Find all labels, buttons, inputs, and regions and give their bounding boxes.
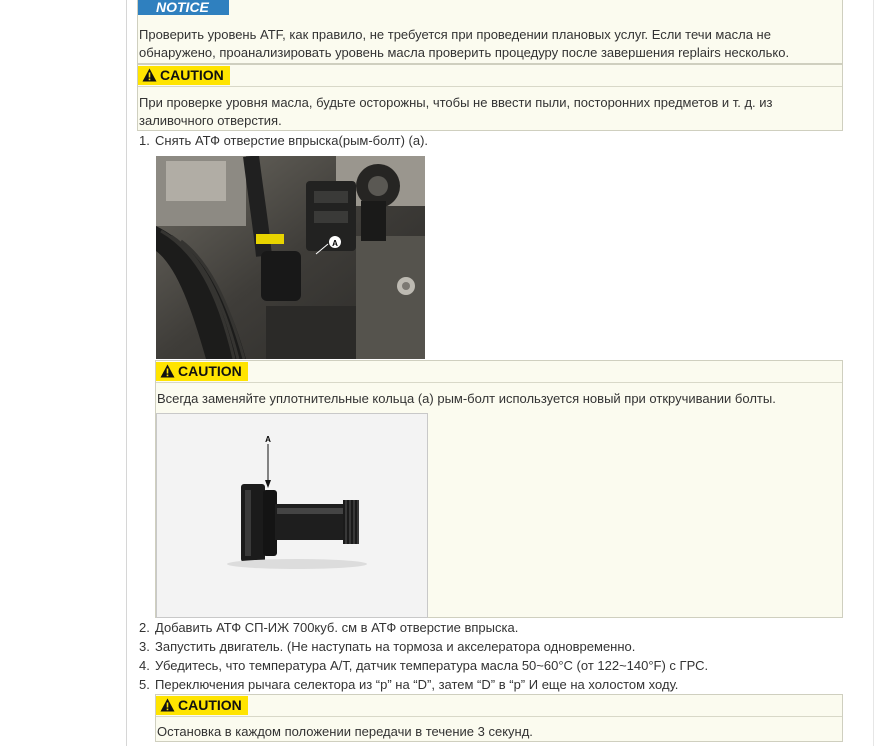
- step-1-number: 1.: [139, 133, 150, 148]
- step-1-text: Снять АТФ отверстие впрыска(рым-болт) (a).: [155, 133, 429, 148]
- step-3-text: Запустить двигатель. (Не наступать на тормоза и акселератора одновременно.: [155, 639, 636, 654]
- warning-triangle-icon: [142, 68, 157, 82]
- notice-text-line-1: Проверить уровень ATF, как правило, не требуется при проведении плановых услуг. Если течи масла не: [139, 27, 771, 42]
- figure-2-callout-label: A: [265, 435, 271, 444]
- step-3: [139, 638, 635, 656]
- step-2-number: 2.: [139, 620, 150, 635]
- caution-box-2: [155, 360, 843, 618]
- notice-box: [137, 0, 843, 64]
- caution-box-3: [155, 694, 843, 742]
- caution-text-1-line-1: При проверке уровня масла, будьте осторожны, чтобы не ввести пыли, посторонних предметов и т. д. из: [139, 95, 773, 110]
- step-2: [139, 619, 518, 637]
- warning-triangle-icon: [160, 698, 175, 712]
- step-5-number: 5.: [139, 677, 150, 692]
- step-2-text: Добавить АТФ СП-ИЖ 700куб. см в АТФ отверстие впрыска.: [155, 620, 519, 635]
- caution-divider-3: [156, 716, 842, 717]
- step-4-number: 4.: [139, 658, 150, 673]
- caution-label-2: CAUTION: [178, 363, 242, 379]
- caution-divider-1: [138, 86, 842, 87]
- step-1: [139, 132, 428, 150]
- caution-divider-2: [156, 382, 842, 383]
- step-5: [139, 676, 678, 694]
- caution-header-3: [156, 696, 248, 715]
- step-3-number: 3.: [139, 639, 150, 654]
- step-4: [139, 657, 708, 675]
- warning-triangle-icon: [160, 364, 175, 378]
- caution-header-2: [156, 362, 248, 381]
- notice-text-line-2: обнаружено, проанализировать уровень масла проверить процедуру после завершения replairs несколько.: [139, 45, 790, 60]
- engine-bay-photo: [156, 156, 425, 359]
- caution-label-3: CAUTION: [178, 697, 242, 713]
- caution-header-1: [138, 66, 230, 85]
- caution-label-1: CAUTION: [160, 67, 224, 83]
- eye-bolt-photo: [156, 413, 428, 618]
- caution-text-1-line-2: заливочного отверстия.: [139, 113, 282, 128]
- step-4-text: Убедитесь, что температура A/T, датчик температура масла 50~60°C (от 122~140°F) с ГРС.: [155, 658, 709, 673]
- figure-1-callout-label: A: [332, 239, 338, 248]
- caution-box-1: [137, 64, 843, 131]
- content-right-border: [873, 0, 874, 746]
- notice-header: NOTICE: [138, 0, 229, 15]
- caution-text-2: Всегда заменяйте уплотнительные кольца (a) рым-болт используется новый при откручивании болты.: [157, 391, 776, 406]
- content-left-border: [126, 0, 127, 746]
- caution-text-3: Остановка в каждом положении передачи в течение 3 секунд.: [157, 724, 533, 739]
- step-5-text: Переключения рычага селектора из “р” на “D”, затем “D” в “р” И еще на холостом ходу.: [155, 677, 679, 692]
